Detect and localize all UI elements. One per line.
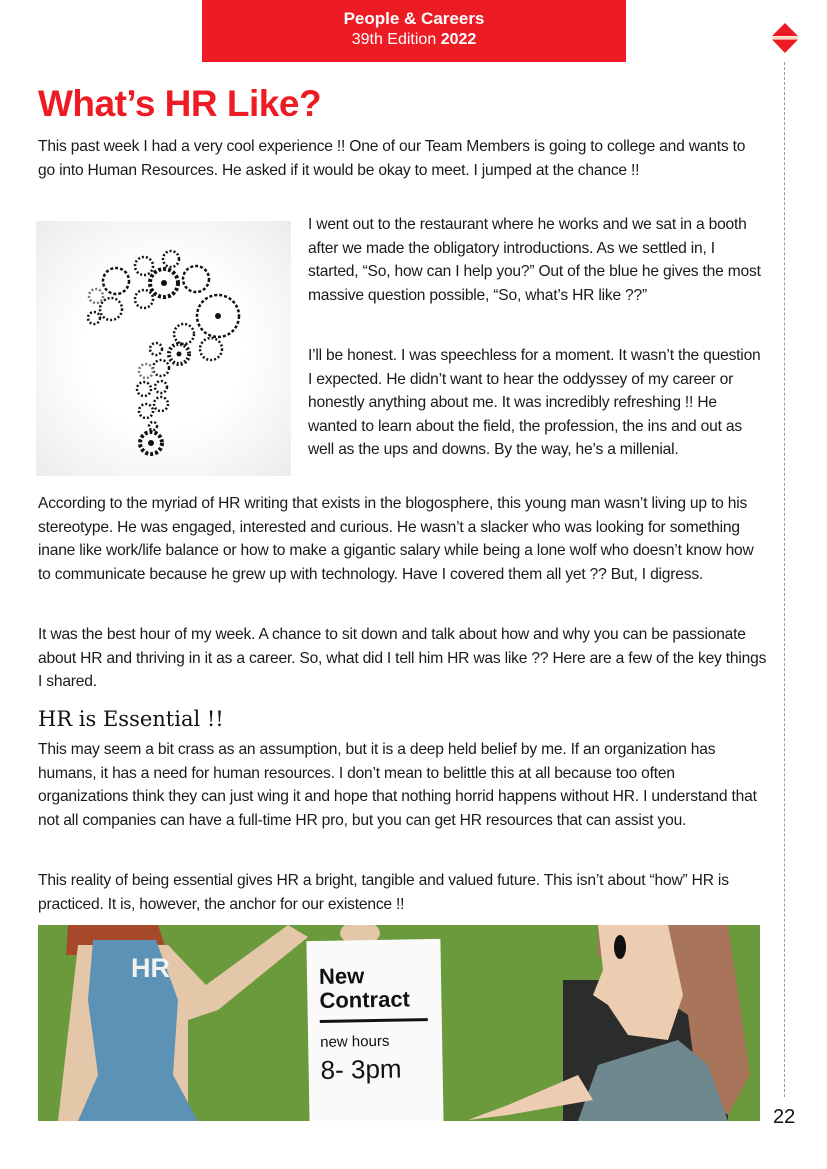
sign-line-contract: Contract xyxy=(319,986,411,1013)
sign-line-new: New xyxy=(318,963,365,989)
sign-line-time: 8- 3pm xyxy=(320,1053,402,1085)
edition-year: 2022 xyxy=(440,31,477,48)
magazine-title: People & Careers xyxy=(343,9,485,28)
shirt-hr-label: HR xyxy=(131,953,170,983)
hr-new-contract-illustration xyxy=(38,925,760,1121)
gears-question-mark-image xyxy=(36,221,291,476)
magazine-header xyxy=(202,0,626,62)
paragraph-best-hour: It was the best hour of my week. A chance to sit down and talk about how and why you can be passionate about HR and thriving in it as a career. So, what did I tell him HR was like ?? Here are a few of the key things I shared. xyxy=(38,626,767,690)
sign-underline xyxy=(320,1018,428,1023)
edition-line xyxy=(202,29,626,51)
paragraph-stereotype: According to the myriad of HR writing that exists in the blogosphere, this young man wasn’t living up to his stereotype. He was engaged, interested and curious. He wasn’t a slacker who was looking for something inane like work/life balance or how to make a gigantic salary while being a lone wolf who doesn’t know how to communicate because he grew up with technology. Have I covered them all yet ?? But, I digress. xyxy=(38,495,754,583)
new-contract-sign xyxy=(306,939,443,1121)
paragraph-essential-2: This reality of being essential gives HR a bright, tangible and valued future. This isn’t about “how” HR is practiced. It is, however, the anchor for our existence !! xyxy=(38,872,729,913)
page-number: 22 xyxy=(773,1106,796,1128)
article-title: What’s HR Like? xyxy=(38,83,322,124)
sign-line-new-hours: new hours xyxy=(320,1032,390,1051)
paragraph-honest: I’ll be honest. I was speechless for a moment. It wasn’t the question I expected. He didn’t want to hear the oddyssey of my career or honestly anything about me. It was incredibly refreshing !! He wanted to learn about the field, the profession, the ins and out as well as the ups and downs. By the way, he’s a millenial. xyxy=(308,347,761,458)
dashed-margin-line xyxy=(784,62,785,1097)
paragraph-intro: This past week I had a very cool experience !! One of our Team Members is going to college and wants to go into Human Resources. He asked if it would be okay to meet. I jumped at the chance !! xyxy=(38,138,746,179)
paragraph-essential-1: This may seem a bit crass as an assumption, but it is a deep held belief by me. If an organization has humans, it has a need for human resources. I don’t mean to belittle this at all because too often organizations think they can just wing it and hope that nothing horrid happens without HR. I understand that not all companies can have a full-time HR pro, but you can get HR resources that can assist you. xyxy=(38,741,757,829)
paragraph-restaurant: I went out to the restaurant where he works and we sat in a booth after we made the obligatory introductions. As we settled in, I started, “So, how can I help you?” Out of the blue he gives the most massive question possible, “So, what’s HR like ??” xyxy=(308,216,761,304)
red-diamond-marker-icon xyxy=(771,22,799,54)
gear-question-icon xyxy=(36,221,291,476)
edition-label: 39th Edition xyxy=(351,31,437,48)
section-heading-essential: HR is Essential !! xyxy=(38,707,224,731)
